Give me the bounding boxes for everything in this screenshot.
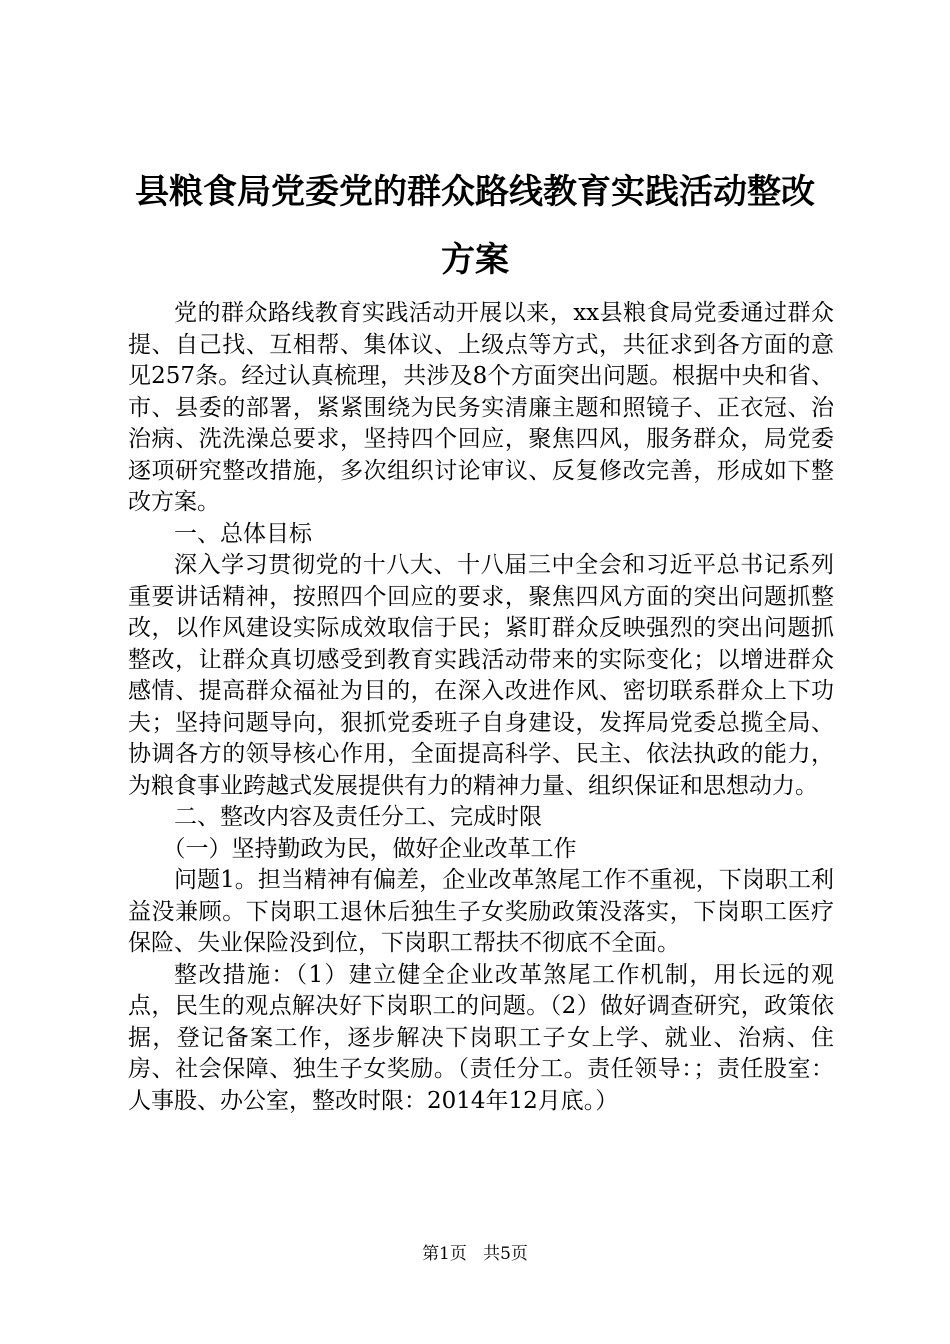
problem-paragraph: 问题1。担当精神有偏差，企业改革煞尾工作不重视，下岗职工利益没兼顾。下岗职工退休后独生子女奖励政策没落实，下岗职工医疗保险、失业保险没到位，下岗职工帮扶不彻底不全面。 — [128, 867, 834, 956]
subsection-heading: （一）坚持勤政为民，做好企业改革工作 — [162, 835, 577, 862]
measures-paragraph: 整改措施：（1）建立健全企业改革煞尾工作机制，用长远的观点，民生的观点解决好下岗职工的问题。（2）做好调查研究，政策依据，登记备案工作，逐步解决下岗职工子女上学、就业、治病、住房、社会保障、独生子女奖励。（责任分工。责任领导：；责任股室：人事股、办公室，整改时限：2014年12月底。） — [128, 961, 834, 1114]
goals-paragraph: 深入学习贯彻党的十八大、十八届三中全会和习近平总书记系列重要讲话精神，按照四个回应的要求，聚焦四风方面的突出问题抓整改，以作风建设实际成效取信于民；紧盯群众反映强烈的突出问题抓整改，让群众真切感受到教育实践活动带来的实际变化；以增进群众感情、提高群众福祉为目的，在深入改进作风、密切联系群众上下功夫；坚持问题导向，狠抓党委班子自身建设，发挥局党委总揽全局、协调各方的领导核心作用，全面提高科学、民主、依法执政的能力，为粮食事业跨越式发展提供有力的精神力量、组织保证和思想动力。 — [128, 552, 834, 799]
page-footer — [0, 1242, 950, 1266]
page-separator — [472, 1244, 477, 1264]
intro-paragraph: 党的群众路线教育实践活动开展以来，xx县粮食局党委通过群众提、自己找、互相帮、集体议、上级点等方式，共征求到各方面的意见257条。经过认真梳理，共涉及8个方面突出问题。根据中央和省、市、县委的部署，紧紧围绕为民务实清廉主题和照镜子、正衣冠、治治病、洗洗澡总要求，坚持四个回应，聚焦四风，服务群众，局党委逐项研究整改措施，多次组织讨论审议、反复修改完善，形成如下整改方案。 — [128, 300, 834, 515]
section-heading-goals: 一、总体目标 — [174, 520, 312, 547]
section-heading-content: 二、整改内容及责任分工、完成时限 — [174, 804, 542, 830]
page-total: 共5页 — [483, 1244, 528, 1264]
document-body — [128, 298, 834, 1117]
page-number: 第1页 — [422, 1244, 467, 1264]
document-title: 县粮食局党委党的群众路线教育实践活动整改方案 — [135, 172, 815, 280]
